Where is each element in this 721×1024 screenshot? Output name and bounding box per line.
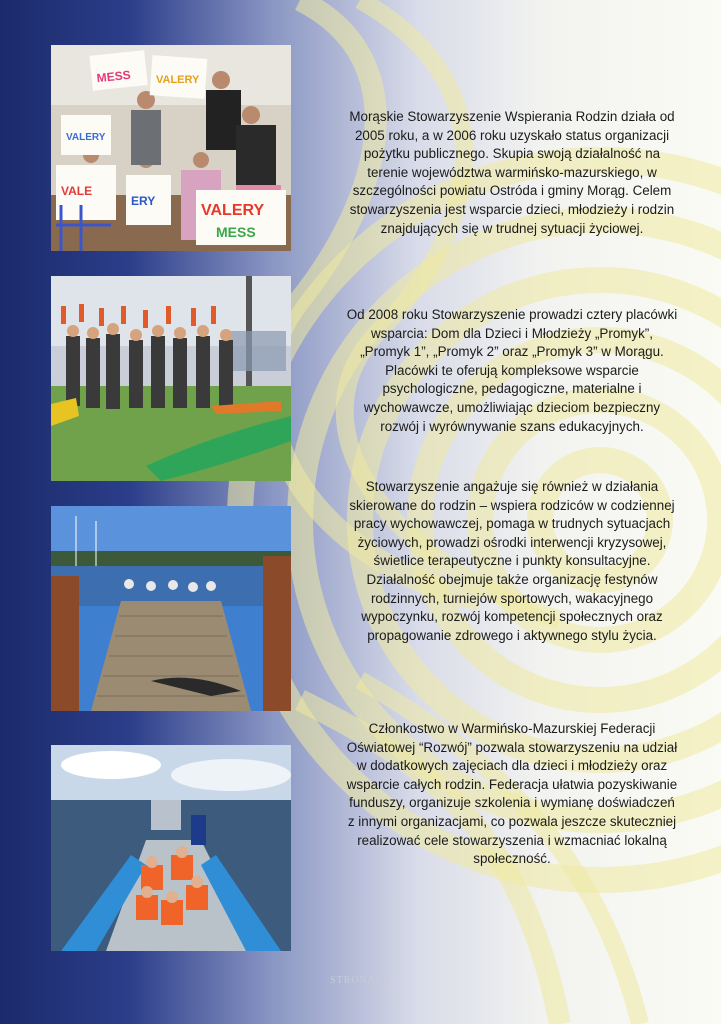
svg-text:VALERY: VALERY	[156, 74, 200, 86]
paragraph-facilities: Od 2008 roku Stowarzyszenie prowadzi cztery placówki wsparcia: Dom dla Dzieci i Młodzieży „Promyk”, „Promyk 1”, „Promyk 2” oraz „Promyk 3” w Morągu. Placówki te oferują kompleksowe wsparcie psychologiczne, pedagogiczne, materialne i wychowawcze, umożliwiając dzieciom bezpieczny rozwój i wyrównywanie szans edukacyjnych.	[346, 307, 678, 434]
photo-boat-trip	[51, 745, 291, 951]
svg-text:VALE: VALE	[61, 184, 93, 198]
svg-text:VALERY: VALERY	[66, 132, 106, 143]
paragraph-federation: Członkostwo w Warmińsko-Mazurskiej Federacji Oświatowej “Rozwój” pozwala stowarzyszeniu na udział w dodatkowych zajęciach dla dzieci i młodzieży oraz wsparcie całych rodzin. Federacja ułatwia pozyskiwanie funduszy, organizuje szkolenia i wymianę doświadczeń z innymi organizacjami, co pozwala jeszcze skuteczniej realizować cele stowarzyszenia i wzmacniać lokalną społeczność.	[346, 721, 678, 867]
page-number: STRONA 15	[330, 975, 391, 986]
paragraph-about: Morąskie Stowarzyszenie Wspierania Rodzin działa od 2005 roku, a w 2006 roku uzyskało status organizacji pożytku publicznego. Skupia swoją działalność na terenie województwa warmińsko-mazurskiego, w szczególności powiatu Ostróda i gminy Morąg. Celem stowarzyszenia jest wsparcie dzieci, młodzieży i rodzin znajdujących się w trudnej sytuacji życiowej.	[349, 109, 675, 236]
svg-text:MESS: MESS	[216, 224, 256, 240]
svg-text:MESS: MESS	[96, 67, 132, 86]
svg-text:VALERY: VALERY	[201, 202, 265, 219]
photo-pier-lake	[51, 506, 291, 711]
photo-group-with-banners	[51, 45, 291, 251]
photo-kayak-group	[51, 276, 291, 481]
paragraph-family-support: Stowarzyszenie angażuje się również w działania skierowane do rodzin – wspiera rodziców w codziennej pracy wychowawczej, pomaga w trudnych sytuacjach życiowych, prowadzi ośrodki interwencji kryzysowej, świetlice terapeutyczne i punkty konsultacyjne. Działalność obejmuje także organizację festynów rodzinnych, turniejów sportowych, wakacyjnego wypoczynku, rozwój kompetencji społecznych oraz propagowanie zdrowego i aktywnego stylu życia.	[349, 479, 675, 643]
svg-text:ERY: ERY	[131, 194, 156, 208]
